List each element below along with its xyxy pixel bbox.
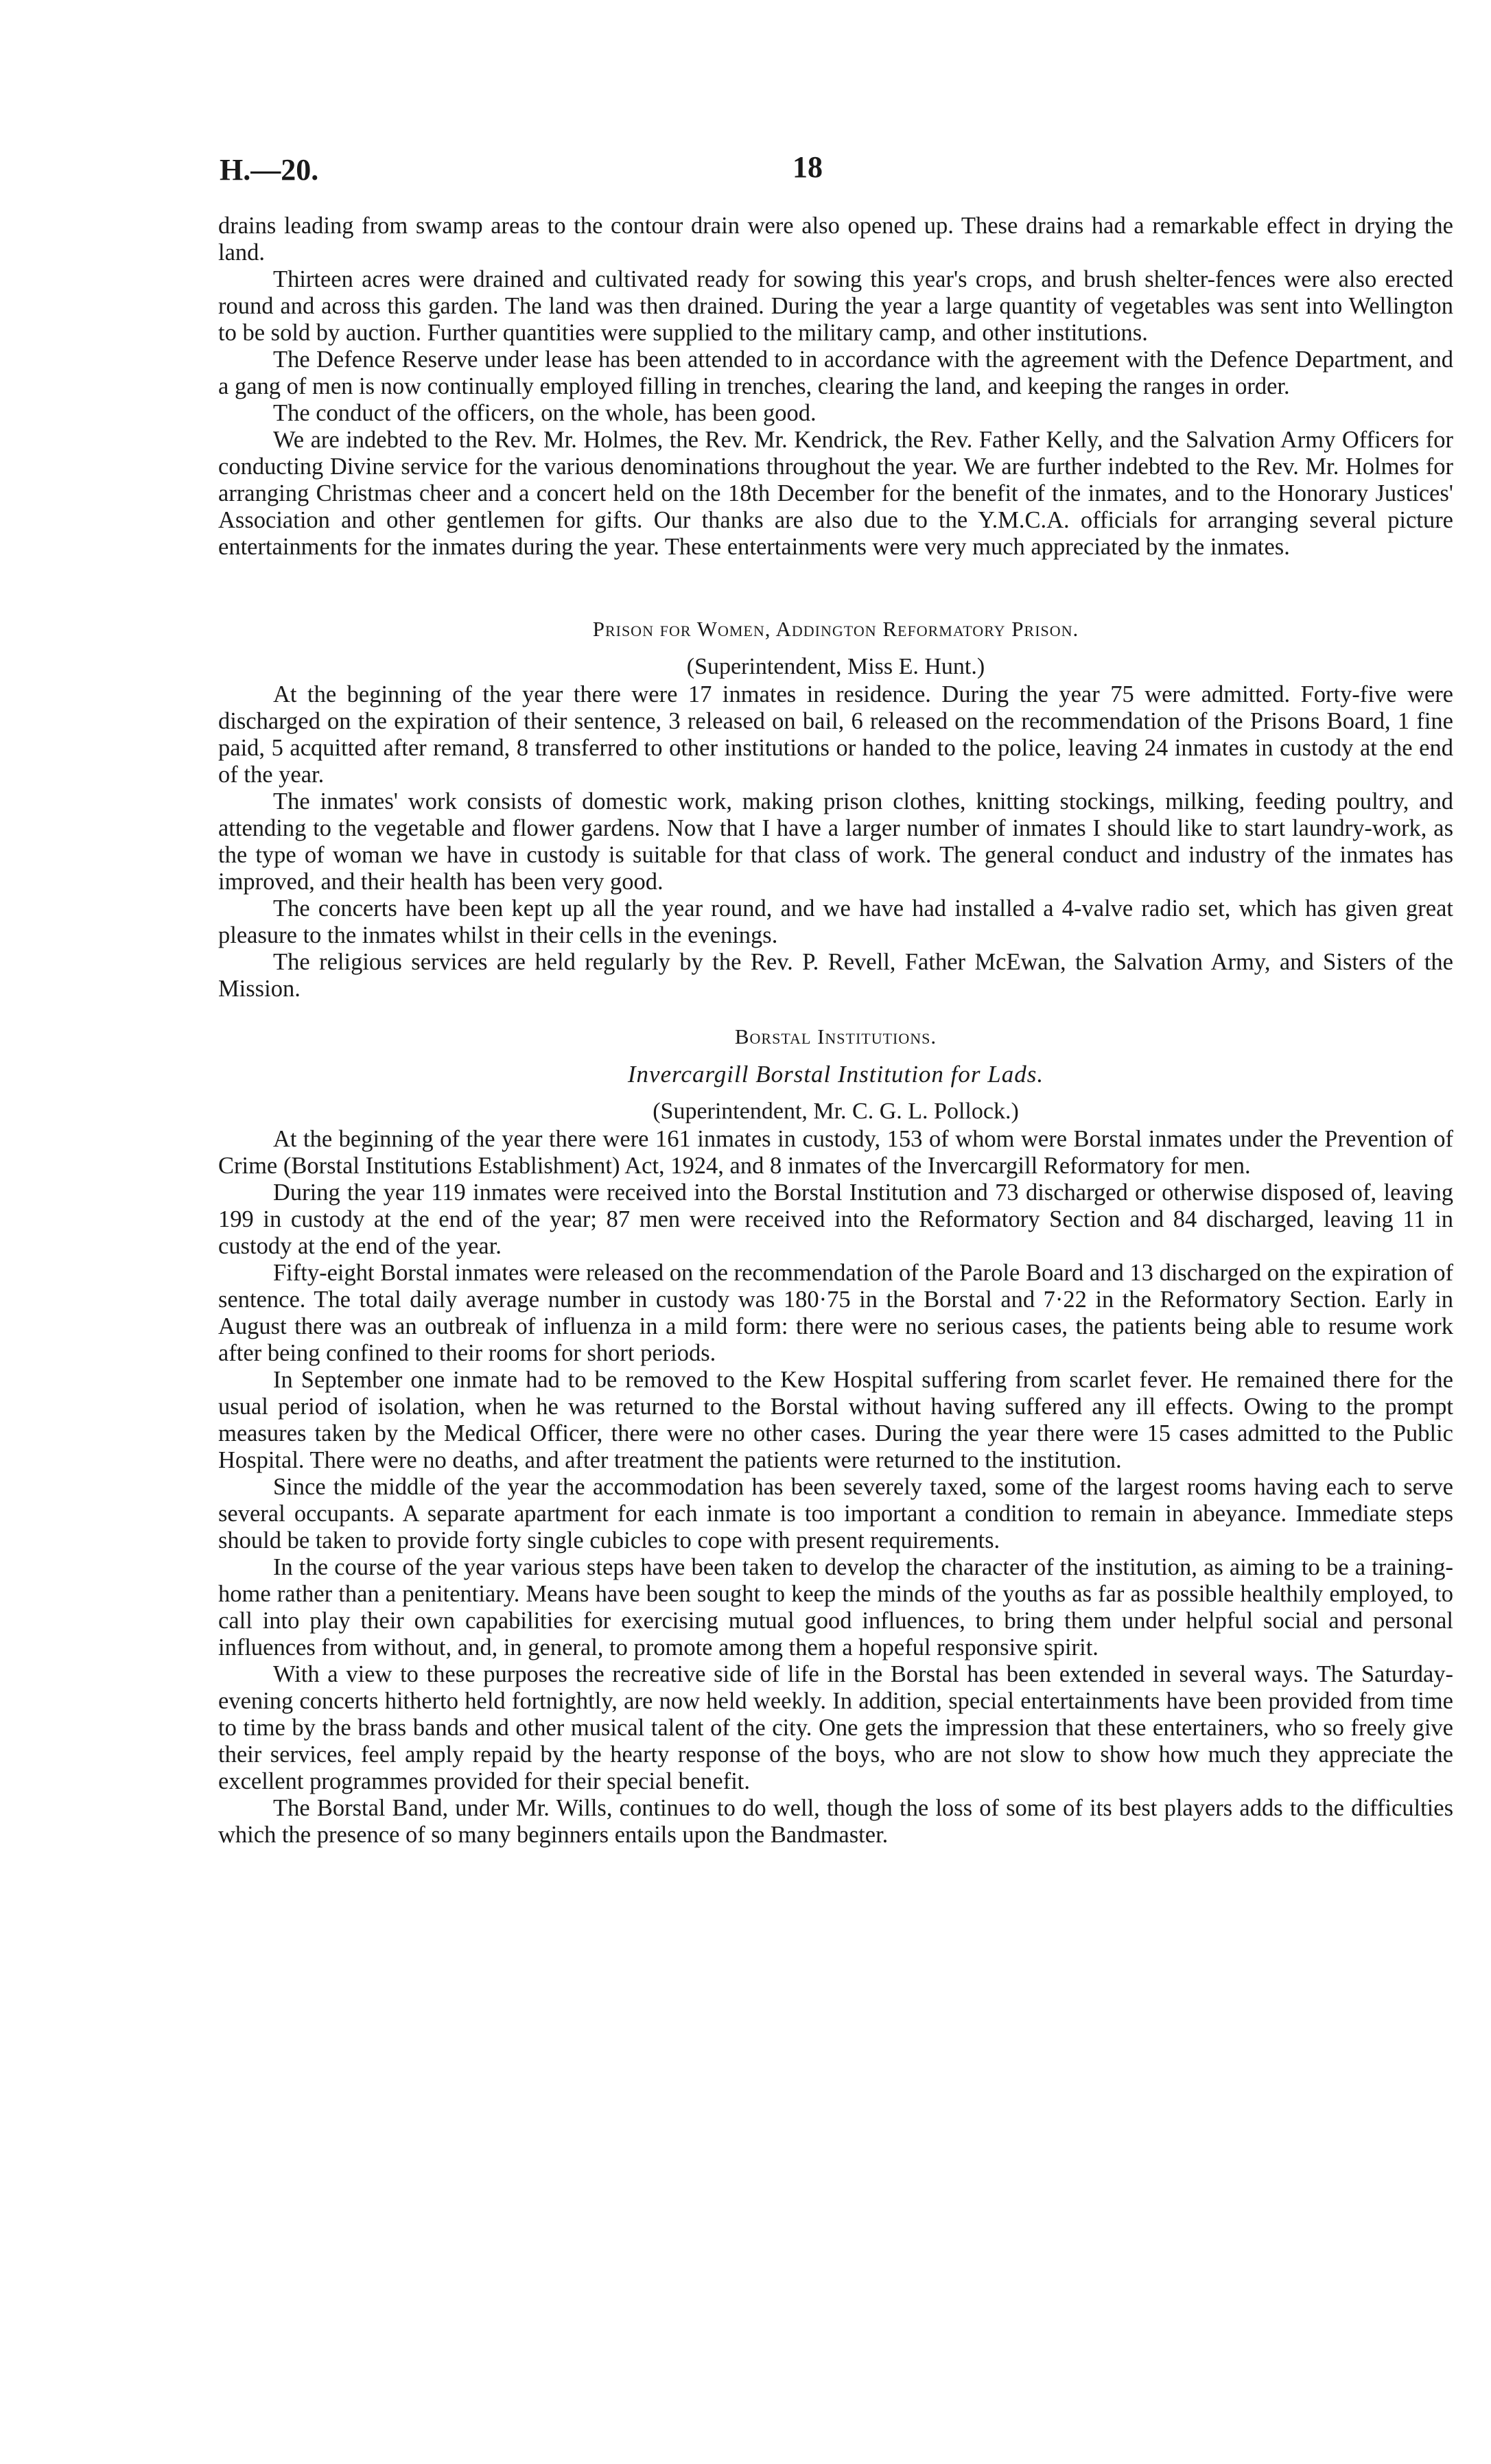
borstal-paragraph: At the beginning of the year there were 161 inmates in custody, 153 of whom were Borstal inmates under the Prevention of Crime (Borstal Institutions Establishment) Act, 1924, and 8 inmates of the Invercargill Reformatory for men. — [218, 1126, 1453, 1179]
borstal-section-title: Borstal Institutions. — [734, 1024, 937, 1048]
intro-paragraph: Thirteen acres were drained and cultivated ready for sowing this year's crops, and brush shelter-fences were also erected round and across this garden. The land was then drained. During the year a large quantity of vegetables was sent into Wellington to be sold by auction. Further quantities were supplied to the military camp, and other institutions. — [218, 266, 1453, 346]
borstal-paragraph: During the year 119 inmates were received into the Borstal Institution and 73 discharged or otherwise disposed of, leaving 199 in custody at the end of the year; 87 men were received into the Reformatory Section and 84 discharged, leaving 11 in custody at the end of the year. — [218, 1180, 1453, 1259]
women-prison-paragraph: The inmates' work consists of domestic work, making prison clothes, knitting stockings, milking, feeding poultry, and attending to the vegetable and flower gardens. Now that I have a larger number of inmates I should like to start laundry-work, as the type of woman we have in custody is suitable for that class of work. The general conduct and industry of the inmates has improved, and their health has been very good. — [218, 788, 1453, 895]
borstal-superintendent: (Superintendent, Mr. C. G. L. Pollock.) — [653, 1099, 1019, 1124]
intro-paragraph: drains leading from swamp areas to the contour drain were also opened up. These drains had a remarkable effect in drying the land. — [218, 213, 1453, 266]
borstal-paragraph: Fifty-eight Borstal inmates were released on the recommendation of the Parole Board and 13 discharged on the expiration of sentence. The total daily average number in custody was 180·75 in the Borstal and 7·22 in the Reformatory Section. Early in August there was an outbreak of influenza in a mild form: there were no serious cases, the patients being able to resume work after being confined to their rooms for short periods. — [218, 1260, 1454, 1366]
borstal-institution-subtitle: Invercargill Borstal Institution for Lads. — [627, 1061, 1044, 1088]
document-reference: H.—20. — [220, 153, 319, 187]
women-prison-superintendent: (Superintendent, Miss E. Hunt.) — [686, 654, 985, 679]
borstal-paragraph: With a view to these purposes the recreative side of life in the Borstal has been extended in several ways. The Saturday-evening concerts hitherto held fortnightly, are now held weekly. In addition, special entertainments have been provided from time to time by the brass bands and other musical talent of the city. One gets the impression that these entertainers, who so freely give their services, feel amply repaid by the hearty response of the boys, who are not slow to show how much they appreciate the excellent programmes provided for their special benefit. — [218, 1661, 1453, 1794]
page-body — [218, 213, 1453, 1849]
intro-paragraph: We are indebted to the Rev. Mr. Holmes, the Rev. Mr. Kendrick, the Rev. Father Kelly, and the Salvation Army Officers for conducting Divine service for the various denominations throughout the year. We are further indebted to the Rev. Mr. Holmes for arranging Christmas cheer and a concert held on the 18th December for the benefit of the inmates, and to the Honorary Justices' Association and other gentlemen for gifts. Our thanks are also due to the Y.M.C.A. officials for arranging several picture entertainments for the inmates during the year. These entertainments were very much appreciated by the inmates. — [218, 427, 1453, 560]
women-prison-paragraph: At the beginning of the year there were 17 inmates in residence. During the year 75 were admitted. Forty-five were discharged on the expiration of their sentence, 3 released on bail, 6 released on the recommendation of the Prisons Board, 1 fine paid, 5 acquitted after remand, 8 transferred to other institutions or handed to the police, leaving 24 inmates in custody at the end of the year. — [218, 681, 1453, 788]
page-number: 18 — [793, 150, 823, 184]
women-prison-paragraph: The religious services are held regularly by the Rev. P. Revell, Father McEwan, the Salvation Army, and Sisters of the Mission. — [218, 949, 1453, 1002]
borstal-paragraph: In September one inmate had to be removed to the Kew Hospital suffering from scarlet fever. He remained there for the usual period of isolation, when he was returned to the Borstal without having suffered any ill effects. Owing to the prompt measures taken by the Medical Officer, there were no other cases. During the year there were 15 cases admitted to the Public Hospital. There were no deaths, and after treatment the patients were returned to the institution. — [218, 1367, 1453, 1473]
borstal-paragraph: Since the middle of the year the accommodation has been severely taxed, some of the largest rooms having each to serve several occupants. A separate apartment for each inmate is too important a condition to remain in abeyance. Immediate steps should be taken to provide forty single cubicles to cope with present requirements. — [218, 1474, 1453, 1553]
intro-paragraph: The conduct of the officers, on the whole, has been good. — [273, 400, 817, 426]
borstal-paragraph: The Borstal Band, under Mr. Wills, continues to do well, though the loss of some of its best players adds to the difficulties which the presence of so many beginners entails upon the Bandmaster. — [218, 1795, 1453, 1848]
women-prison-section-title: Prison for Women, Addington Reformatory Prison. — [592, 617, 1079, 641]
women-prison-paragraph: The concerts have been kept up all the year round, and we have had installed a 4-valve radio set, which has given great pleasure to the inmates whilst in their cells in the evenings. — [218, 895, 1453, 948]
intro-paragraph: The Defence Reserve under lease has been attended to in accordance with the agreement with the Defence Department, and a gang of men is now continually employed filling in trenches, clearing the land, and keeping the ranges in order. — [218, 347, 1453, 399]
borstal-paragraph: In the course of the year various steps have been taken to develop the character of the institution, as aiming to be a training-home rather than a penitentiary. Means have been sought to keep the minds of the youths as far as possible healthily employed, to call into play their own capabilities for exercising mutual good influences, to bring them under helpful social and personal influences from without, and, in general, to promote among them a hopeful responsive spirit. — [218, 1554, 1453, 1661]
